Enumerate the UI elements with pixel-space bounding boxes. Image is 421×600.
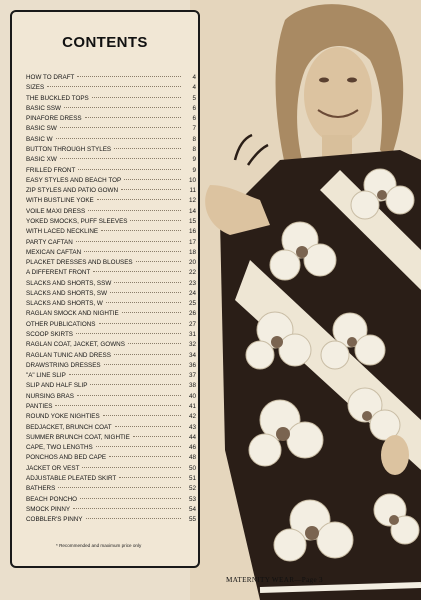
contents-entry bbox=[26, 309, 196, 319]
contents-entry bbox=[26, 207, 196, 217]
entry-page: 55 bbox=[188, 516, 196, 524]
leader-dots bbox=[104, 364, 181, 365]
entry-page: 23 bbox=[188, 279, 196, 287]
leader-dots bbox=[60, 158, 181, 159]
leader-dots bbox=[128, 343, 181, 344]
entry-title: SUMMER BRUNCH COAT, NIGHTIE bbox=[26, 433, 130, 441]
entry-page: 10 bbox=[188, 176, 196, 184]
contents-entry bbox=[26, 423, 196, 433]
entry-page: 54 bbox=[188, 505, 196, 513]
entry-page: 43 bbox=[188, 423, 196, 431]
entry-page: 12 bbox=[188, 197, 196, 205]
entry-title: PONCHOS AND BED CAPE bbox=[26, 454, 107, 462]
contents-entry bbox=[26, 114, 196, 124]
entry-page: 27 bbox=[188, 320, 196, 328]
leader-dots bbox=[84, 251, 181, 252]
entry-title: SLACKS AND SHORTS, SW bbox=[26, 289, 108, 297]
entry-title: CAPE, TWO LENGTHS bbox=[26, 444, 93, 452]
contents-entry bbox=[26, 104, 196, 114]
leader-dots bbox=[130, 220, 181, 221]
contents-entry bbox=[26, 453, 196, 463]
entry-page: 37 bbox=[188, 372, 196, 380]
leader-dots bbox=[122, 312, 181, 313]
entry-page: 4 bbox=[192, 84, 196, 92]
entry-title: BATHERS bbox=[26, 485, 56, 493]
leader-dots bbox=[47, 86, 181, 87]
leader-dots bbox=[106, 302, 181, 303]
price-footnote: * Recommended and maximum price only bbox=[56, 543, 142, 548]
entry-page: 14 bbox=[188, 207, 196, 215]
entry-title: RAGLAN SMOCK AND NIGHTIE bbox=[26, 310, 119, 318]
leader-dots bbox=[64, 107, 181, 108]
entry-title: WITH LACED NECKLINE bbox=[26, 228, 99, 236]
entry-title: PARTY CAFTAN bbox=[26, 238, 73, 246]
entry-page: 53 bbox=[188, 495, 196, 503]
entry-title: YOKED SMOCKS, PUFF SLEEVES bbox=[26, 217, 128, 225]
entry-page: 16 bbox=[188, 228, 196, 236]
entry-title: A DIFFERENT FRONT bbox=[26, 269, 91, 277]
contents-entry bbox=[26, 73, 196, 83]
leader-dots bbox=[99, 323, 181, 324]
entry-title: PINAFORE DRESS bbox=[26, 115, 82, 123]
entry-page: 20 bbox=[188, 259, 196, 267]
contents-entry bbox=[26, 495, 196, 505]
leader-dots bbox=[69, 374, 181, 375]
entry-page: 41 bbox=[188, 403, 196, 410]
entry-page: 8 bbox=[192, 135, 196, 143]
entry-title: ROUND YOKE NIGHTIES bbox=[26, 413, 100, 421]
entry-title: COBBLER'S PINNY bbox=[26, 516, 83, 524]
entry-page: 9 bbox=[192, 166, 196, 174]
leader-dots bbox=[85, 117, 181, 118]
leader-dots bbox=[114, 282, 181, 283]
entry-page: 7 bbox=[192, 125, 196, 133]
contents-entry bbox=[26, 505, 196, 515]
entry-title: SLIP AND HALF SLIP bbox=[26, 382, 88, 390]
entry-page: 48 bbox=[188, 454, 196, 462]
leader-dots bbox=[77, 76, 181, 77]
contents-entry bbox=[26, 351, 196, 361]
entry-page: 11 bbox=[189, 187, 196, 195]
contents-entry bbox=[26, 464, 196, 474]
entry-page: 42 bbox=[188, 413, 196, 421]
leader-dots bbox=[103, 415, 181, 416]
contents-entry bbox=[26, 433, 196, 443]
contents-entry bbox=[26, 166, 196, 176]
contents-entry bbox=[26, 258, 196, 268]
contents-entry bbox=[26, 361, 196, 371]
contents-entry bbox=[26, 238, 196, 248]
contents-entry bbox=[26, 227, 196, 237]
contents-entry bbox=[26, 155, 196, 165]
leader-dots bbox=[78, 169, 181, 170]
leader-dots bbox=[96, 446, 181, 447]
entry-page: 38 bbox=[188, 382, 196, 390]
leader-dots bbox=[121, 189, 181, 190]
entry-title: SCOOP SKIRTS bbox=[26, 331, 74, 339]
entry-title: OTHER PUBLICATIONS bbox=[26, 320, 96, 328]
contents-entry bbox=[26, 217, 196, 227]
entry-page: 24 bbox=[188, 289, 196, 297]
leader-dots bbox=[93, 271, 181, 272]
leader-dots bbox=[133, 436, 181, 437]
leader-dots bbox=[88, 210, 181, 211]
leader-dots bbox=[110, 292, 181, 293]
entry-page: 31 bbox=[188, 331, 196, 339]
entry-title: FRILLED FRONT bbox=[26, 166, 76, 174]
entry-page: 17 bbox=[188, 238, 196, 246]
contents-panel bbox=[10, 10, 200, 568]
entry-title: SLACKS AND SHORTS, SSW bbox=[26, 279, 112, 287]
entry-title: BASIC W bbox=[26, 135, 53, 143]
entry-title: VOILE MAXI DRESS bbox=[26, 207, 86, 215]
entry-title: ADJUSTABLE PLEATED SKIRT bbox=[26, 474, 117, 482]
entry-title: ZIP STYLES AND PATIO GOWN bbox=[26, 187, 119, 195]
entry-title: BASIC SW bbox=[26, 125, 57, 133]
entry-title: BUTTON THROUGH STYLES bbox=[26, 145, 112, 153]
contents-entry bbox=[26, 186, 196, 196]
entry-title: "A" LINE SLIP bbox=[26, 372, 66, 380]
leader-dots bbox=[90, 384, 181, 385]
leader-dots bbox=[86, 518, 182, 519]
leader-dots bbox=[73, 508, 181, 509]
contents-entry bbox=[26, 402, 196, 412]
contents-entry bbox=[26, 484, 196, 494]
entry-page: 6 bbox=[192, 115, 196, 123]
entry-title: RAGLAN TUNIC AND DRESS bbox=[26, 351, 111, 359]
entry-page: 44 bbox=[188, 433, 196, 441]
leader-dots bbox=[56, 138, 181, 139]
leader-dots bbox=[76, 241, 181, 242]
leader-dots bbox=[76, 333, 181, 334]
leader-dots bbox=[114, 354, 181, 355]
contents-entry bbox=[26, 94, 196, 104]
entry-page: 36 bbox=[188, 361, 196, 369]
entry-page: 25 bbox=[188, 300, 196, 308]
entry-page: 51 bbox=[188, 474, 196, 482]
entry-title: DRAWSTRING DRESSES bbox=[26, 361, 101, 369]
entry-title: PANTIES bbox=[26, 403, 53, 410]
entry-title: WITH BUSTLINE YOKE bbox=[26, 197, 94, 205]
entry-page: 46 bbox=[188, 444, 196, 452]
entry-title: BEDJACKET, BRUNCH COAT bbox=[26, 423, 112, 431]
contents-entry bbox=[26, 289, 196, 299]
contents-entry bbox=[26, 474, 196, 484]
entry-title: JACKET OR VEST bbox=[26, 464, 80, 472]
leader-dots bbox=[92, 97, 181, 98]
contents-entry bbox=[26, 381, 196, 391]
leader-dots bbox=[124, 179, 181, 180]
entry-title: NURSING BRAS bbox=[26, 392, 74, 400]
contents-entry bbox=[26, 135, 196, 145]
entry-page: 26 bbox=[188, 310, 196, 318]
entry-title: THE BUCKLED TOPS bbox=[26, 94, 89, 102]
contents-entry bbox=[26, 320, 196, 330]
contents-title: CONTENTS bbox=[62, 34, 148, 51]
leader-dots bbox=[60, 127, 181, 128]
entry-title: BEACH PONCHO bbox=[26, 495, 78, 503]
leader-dots bbox=[101, 230, 181, 231]
entry-title: SLACKS AND SHORTS, W bbox=[26, 300, 103, 308]
entry-page: 8 bbox=[192, 145, 196, 153]
entry-page: 18 bbox=[188, 248, 196, 256]
leader-dots bbox=[55, 405, 181, 406]
contents-entry bbox=[26, 443, 196, 453]
contents-entry bbox=[26, 515, 196, 525]
contents-entry bbox=[26, 176, 196, 186]
entry-page: 34 bbox=[188, 351, 196, 359]
contents-entry bbox=[26, 279, 196, 289]
entry-page: 5 bbox=[192, 94, 196, 102]
contents-entry bbox=[26, 412, 196, 422]
entry-page: 22 bbox=[188, 269, 196, 277]
page-footer: MATERNITY WEAR—Page 3 bbox=[226, 576, 323, 584]
entry-title: PLACKET DRESSES AND BLOUSES bbox=[26, 259, 133, 267]
leader-dots bbox=[82, 467, 181, 468]
entry-page: 50 bbox=[188, 464, 196, 472]
leader-dots bbox=[97, 199, 181, 200]
leader-dots bbox=[77, 395, 181, 396]
model-photo bbox=[190, 0, 421, 600]
leader-dots bbox=[58, 487, 181, 488]
entry-page: 9 bbox=[192, 156, 196, 164]
entry-page: 4 bbox=[192, 74, 196, 81]
contents-entry bbox=[26, 330, 196, 340]
contents-entry bbox=[26, 299, 196, 309]
leader-dots bbox=[114, 148, 181, 149]
contents-entry bbox=[26, 371, 196, 381]
leader-dots bbox=[80, 498, 181, 499]
contents-entry bbox=[26, 268, 196, 278]
entry-page: 32 bbox=[188, 341, 196, 349]
entry-title: RAGLAN COAT, JACKET, GOWNS bbox=[26, 341, 125, 349]
entry-title: SMOCK PINNY bbox=[26, 505, 71, 513]
entry-title: SIZES bbox=[26, 84, 45, 92]
contents-entry bbox=[26, 248, 196, 258]
contents-entry bbox=[26, 196, 196, 206]
contents-entry bbox=[26, 83, 196, 93]
contents-entry bbox=[26, 145, 196, 155]
leader-dots bbox=[119, 477, 181, 478]
leader-dots bbox=[136, 261, 181, 262]
face bbox=[304, 47, 372, 143]
entry-page: 52 bbox=[188, 485, 196, 493]
entry-page: 40 bbox=[188, 392, 196, 400]
entry-title: BASIC XW bbox=[26, 156, 57, 164]
entry-title: EASY STYLES AND BEACH TOP bbox=[26, 176, 122, 184]
leader-dots bbox=[115, 426, 181, 427]
entry-title: BASIC SSW bbox=[26, 104, 61, 112]
entry-page: 6 bbox=[192, 104, 196, 112]
contents-list bbox=[26, 73, 196, 525]
entry-page: 15 bbox=[188, 217, 196, 225]
entry-title: HOW TO DRAFT bbox=[26, 74, 75, 81]
contents-entry bbox=[26, 124, 196, 134]
contents-entry bbox=[26, 340, 196, 350]
leader-dots bbox=[109, 456, 181, 457]
entry-title: MEXICAN CAFTAN bbox=[26, 248, 82, 256]
contents-entry bbox=[26, 392, 196, 402]
